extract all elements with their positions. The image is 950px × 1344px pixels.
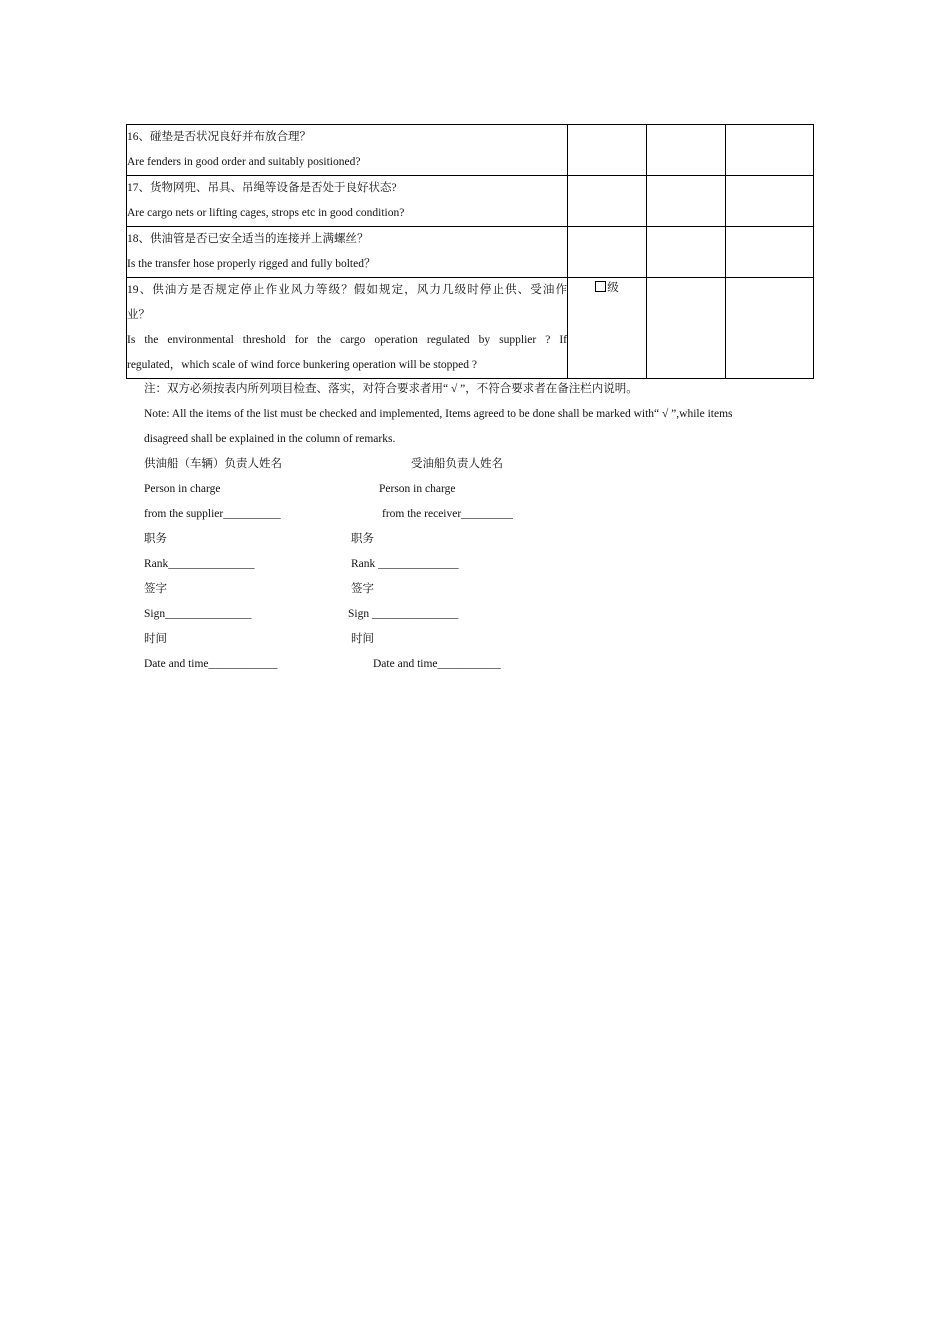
receiver-sign-label-cn: 签字 [351, 583, 374, 595]
supplier-name-label-cn: 供油船（车辆）负责人姓名 [144, 458, 282, 470]
checklist-table [126, 124, 814, 379]
wind-scale-label: 级 [607, 282, 619, 294]
question-en-line-1: Is the environmental threshold for the cargo operation regulated by supplier ? If [127, 334, 567, 346]
supplier-sign-field[interactable]: Sign_______________ [144, 608, 252, 620]
remarks-cell[interactable] [726, 227, 814, 278]
remarks-cell[interactable] [726, 125, 814, 176]
receiver-person-label: Person in charge [379, 483, 456, 495]
checklist-row-19 [127, 278, 814, 379]
wind-scale-field [595, 282, 619, 294]
check-cell-2[interactable] [647, 278, 726, 379]
check-cell-2[interactable] [647, 125, 726, 176]
checklist-row-17 [127, 176, 814, 227]
receiver-name-label-cn: 受油船负责人姓名 [411, 458, 503, 470]
question-cell [127, 227, 568, 278]
question-cell [127, 278, 568, 379]
wind-scale-cell [568, 278, 647, 379]
supplier-person-label: Person in charge [144, 483, 221, 495]
remarks-cell[interactable] [726, 176, 814, 227]
supplier-rank-label-cn: 职务 [144, 533, 167, 545]
note-en-line-1: Note: All the items of the list must be checked and implemented, Items agreed to be done shall be marked with“ √ ”,while items [144, 408, 733, 420]
receiver-rank-label-cn: 职务 [351, 533, 374, 545]
remarks-cell[interactable] [726, 278, 814, 379]
receiver-date-field[interactable]: Date and time___________ [373, 658, 501, 670]
question-cn: 17、货物网兜、吊具、吊绳等设备是否处于良好状态? [127, 182, 397, 194]
supplier-rank-field[interactable]: Rank_______________ [144, 558, 255, 570]
question-en-line-2: regulated，which scale of wind force bunkering operation will be stopped ? [127, 359, 477, 371]
question-en: Are cargo nets or lifting cages, strops etc in good condition? [127, 207, 405, 219]
checklist-row-16 [127, 125, 814, 176]
note-cn: 注：双方必须按表内所列项目检查、落实，对符合要求者用“ √ ”，不符合要求者在备注栏内说明。 [144, 383, 638, 395]
notes-section [144, 377, 784, 452]
note-en-line-2: disagreed shall be explained in the column of remarks. [144, 433, 396, 445]
question-cn: 16、碰垫是否状况良好并布放合理？ [127, 131, 311, 143]
supplier-date-label-cn: 时间 [144, 633, 167, 645]
check-cell-1[interactable] [568, 227, 647, 278]
check-cell-2[interactable] [647, 227, 726, 278]
check-cell-1[interactable] [568, 176, 647, 227]
supplier-sign-label-cn: 签字 [144, 583, 167, 595]
receiver-date-label-cn: 时间 [351, 633, 374, 645]
question-en: Is the transfer hose properly rigged and fully bolted？ [127, 258, 376, 270]
checklist-row-18 [127, 227, 814, 278]
question-cn-line-2: 业？ [127, 309, 150, 321]
question-en: Are fenders in good order and suitably positioned? [127, 156, 361, 168]
supplier-name-field[interactable]: from the supplier__________ [144, 508, 281, 520]
receiver-name-field[interactable]: from the receiver_________ [382, 508, 513, 520]
question-cn-line-1: 19、供油方是否规定停止作业风力等级？假如规定，风力几级时停止供、受油作 [127, 284, 567, 296]
supplier-date-field[interactable]: Date and time____________ [144, 658, 278, 670]
receiver-sign-field[interactable]: Sign _______________ [348, 608, 459, 620]
checkbox-icon[interactable] [595, 281, 606, 292]
question-cell [127, 176, 568, 227]
receiver-rank-field[interactable]: Rank ______________ [351, 558, 459, 570]
question-cell [127, 125, 568, 176]
question-cn: 18、供油管是否已安全适当的连接并上满螺丝？ [127, 233, 369, 245]
check-cell-1[interactable] [568, 125, 647, 176]
check-cell-2[interactable] [647, 176, 726, 227]
